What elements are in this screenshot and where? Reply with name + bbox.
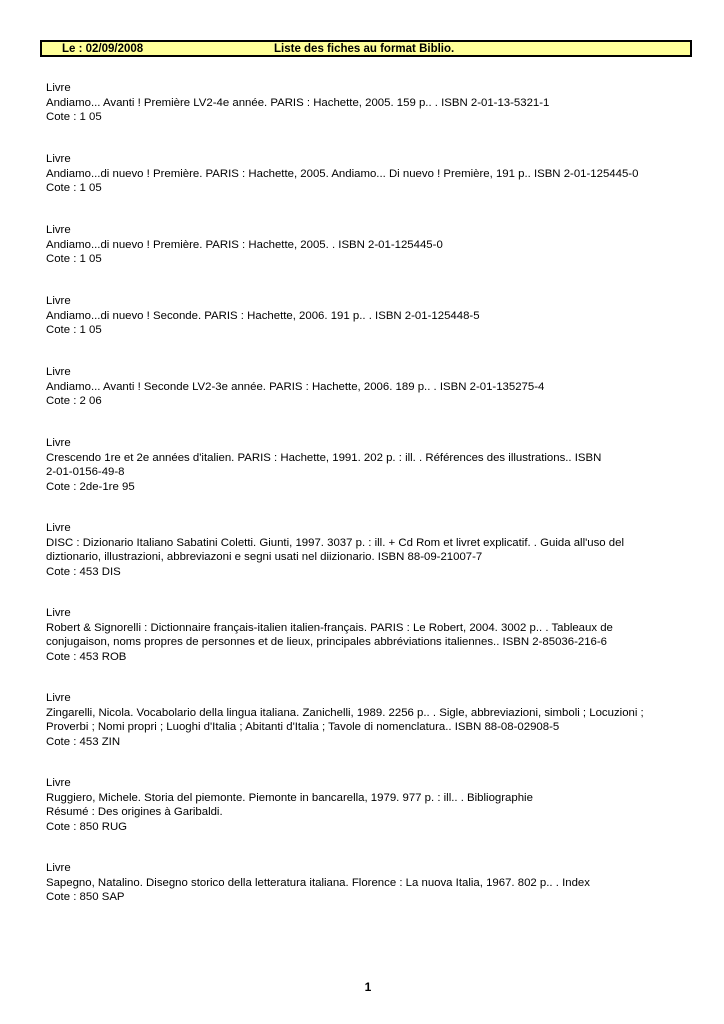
record-type: Livre [46,692,71,704]
record-description-line: Andiamo...di nuevo ! Première. PARIS : Hachette, 2005. Andiamo... Di nuevo ! Première, 191 p.. ISBN 2-01-125445-0 [46,167,639,180]
record-type: Livre [46,607,71,619]
record-type: Livre [46,82,71,94]
record-description-line: Sapegno, Natalino. Disegno storico della letteratura italiana. Florence : La nuova Italia, 1967. 802 p.. . Index [46,876,590,889]
record-description-line: DISC : Dizionario Italiano Sabatini Coletti. Giunti, 1997. 3037 p. : ill. + Cd Rom et livret explicatif. . Guida all'uso del [46,536,625,549]
record-cote: Cote : 850 SAP [46,891,125,904]
record-cote: Cote : 453 ROB [46,650,127,663]
record-entry [46,691,696,749]
record-description-line: diztionario, illustrazioni, abbreviazoni e segni usati nel diizionario. ISBN 88-09-21007-7 [46,551,483,564]
record-type: Livre [46,153,71,165]
record-entry [46,436,696,494]
page-number: 1 [364,980,372,994]
record-description-line: Andiamo...di nuevo ! Première. PARIS : Hachette, 2005. . ISBN 2-01-125445-0 [46,238,443,251]
record-description-line: Robert & Signorelli : Dictionnaire français-italien italien-français. PARIS : Le Robert, 2004. 3002 p.. . Tableaux de [46,621,613,634]
record-description-line: Résumé : Des origines à Garibaldi. [46,806,223,819]
record-type: Livre [46,777,71,789]
header-bar [40,40,692,57]
record-entry [46,861,696,905]
record-cote: Cote : 1 05 [46,324,102,337]
record-cote: Cote : 1 05 [46,182,102,195]
record-cote: Cote : 453 DIS [46,565,121,578]
record-cote: Cote : 2de-1re 95 [46,480,135,493]
record-type: Livre [46,862,71,874]
header-title: Liste des fiches au format Biblio. [274,43,455,55]
record-description-line: Crescendo 1re et 2e années d'italien. PARIS : Hachette, 1991. 202 p. : ill. . Références des illustrations.. ISBN [46,451,602,464]
record-entry [46,152,696,196]
record-type: Livre [46,295,71,307]
record-type: Livre [46,224,71,236]
record-entry [46,776,696,834]
record-type: Livre [46,366,71,378]
record-description-line: Zingarelli, Nicola. Vocabolario della lingua italiana. Zanichelli, 1989. 2256 p.. . Sigle, abbreviazioni, simboli ; Locuzioni ; [46,706,644,719]
record-entry [46,521,696,579]
record-cote: Cote : 453 ZIN [46,735,121,748]
record-entry [46,294,696,338]
record-description-line: Andiamo... Avanti ! Première LV2-4e année. PARIS : Hachette, 2005. 159 p.. . ISBN 2-01-13-5321-1 [46,96,550,109]
record-description-line: Andiamo... Avanti ! Seconde LV2-3e année. PARIS : Hachette, 2006. 189 p.. . ISBN 2-01-135275-4 [46,380,545,393]
record-entry [46,223,696,267]
record-entry [46,365,696,409]
record-description-line: 2-01-0156-49-8 [46,466,125,479]
record-cote: Cote : 1 05 [46,111,102,124]
record-cote: Cote : 2 06 [46,395,102,408]
record-cote: Cote : 850 RUG [46,820,128,833]
record-entry [46,81,696,125]
header-date: Le : 02/09/2008 [62,43,144,55]
record-type: Livre [46,437,71,449]
record-type: Livre [46,522,71,534]
record-description-line: Proverbi ; Nomi propri ; Luoghi d'Italia ; Abitanti d'Italia ; Tavole di nomenclatura.. ISBN 88-08-02908-5 [46,721,560,734]
record-description-line: conjugaison, noms propres de personnes et de lieux, principales abbréviations italiennes.. ISBN 2-85036-216-6 [46,636,608,649]
record-description-line: Andiamo...di nuevo ! Seconde. PARIS : Hachette, 2006. 191 p.. . ISBN 2-01-125448-5 [46,309,480,322]
record-description-line: Ruggiero, Michele. Storia del piemonte. Piemonte in bancarella, 1979. 977 p. : ill.. . Bibliographie [46,791,533,804]
record-entry [46,606,696,664]
record-cote: Cote : 1 05 [46,253,102,266]
